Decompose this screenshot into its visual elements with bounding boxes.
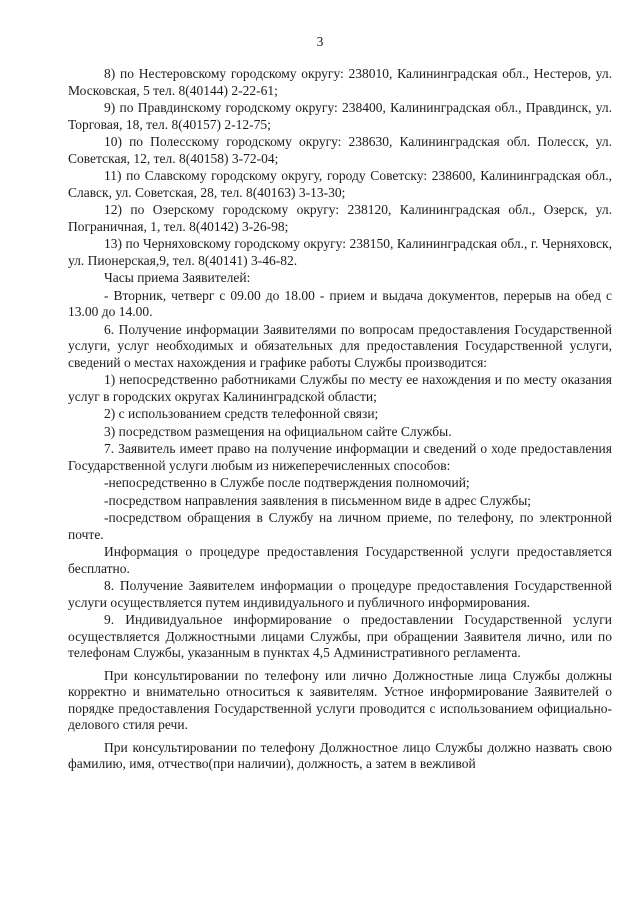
paragraph: Информация о процедуре предоставления Государственной услуги предоставляется бесплатно. [68,544,612,576]
paragraph: 8. Получение Заявителем информации о процедуре предоставления Государственной услуги осуществляется путем индивидуального и публичного информирования. [68,578,612,610]
paragraph: 7. Заявитель имеет право на получение информации и сведений о ходе предоставления Государственной услуги любым из нижеперечисленных способов: [68,441,612,473]
paragraph: Часы приема Заявителей: [104,270,251,285]
paragraph: 8) по Нестеровскому городскому округу: 238010, Калининградская обл., Нестеров, ул. Московская, 5 тел. 8(40144) 2-22-61; [68,66,612,98]
paragraph: При консультировании по телефону Должностное лицо Службы должно назвать свою фамилию, имя, отчество(при наличии), должность, а затем в вежливой [68,739,612,771]
paragraph: -посредством направления заявления в письменном виде в адрес Службы; [104,492,532,508]
paragraph: 1) непосредственно работниками Службы по месту ее нахождения и по месту оказания услуг в городских округах Калининградской области; [68,372,612,404]
paragraph: При консультировании по телефону или лично Должностные лица Службы должны корректно и внимательно относиться к заявителям. Устное информирование Заявителей о порядке предоставления Государственной услуги проводится с использованием официально-делового стиля речи. [68,667,612,732]
paragraph: 13) по Черняховскому городскому округу: 238150, Калининградская обл., г. Черняховск, ул. Пионерская,9, тел. 8(40141) 3-46-82. [68,236,612,268]
paragraph: 2) с использованием средств телефонной связи; [104,406,379,421]
page-body [68,34,612,773]
page-number: 3 [316,34,324,49]
paragraph: 6. Получение информации Заявителями по вопросам предоставления Государственной услуги, услуг необходимых и обязательных для предоставления Государственной услуги, сведений о местах нахождения и графике работы Службы производится: [68,321,612,370]
paragraph: 11) по Славскому городскому округу, городу Советску: 238600, Калининградская обл., Славск, ул. Советская, 28, тел. 8(40163) 3-13-30; [68,168,612,200]
paragraph: 3) посредством размещения на официальном сайте Службы. [104,423,452,439]
paragraph: 10) по Полесскому городскому округу: 238630, Калининградская обл. Полесск, ул. Советская, 12, тел. 8(40158) 3-72-04; [68,134,612,166]
paragraph: 9. Индивидуальное информирование о предоставлении Государственной услуги осуществляется Должностными лицами Службы, при обращении Заявителя лично, или по телефонам Службы, указанным в пунктах 4,5 Административного регламента. [68,612,612,660]
paragraph: -посредством обращения в Службу на личном приеме, по телефону, по электронной почте. [68,510,612,542]
paragraph: 9) по Правдинскому городскому округу: 238400, Калининградская обл., Правдинск, ул. Торговая, 18, тел. 8(40157) 2-12-75; [68,100,612,132]
paragraph: - Вторник, четверг с 09.00 до 18.00 - прием и выдача документов, перерыв на обед с 13.00 до 14.00. [68,287,612,319]
paragraph: 12) по Озерскому городскому округу: 238120, Калининградская обл., Озерск, ул. Пограничная, 1, тел. 8(40142) 3-26-98; [68,202,612,234]
paragraph: -непосредственно в Службе после подтверждения полномочий; [104,475,470,490]
